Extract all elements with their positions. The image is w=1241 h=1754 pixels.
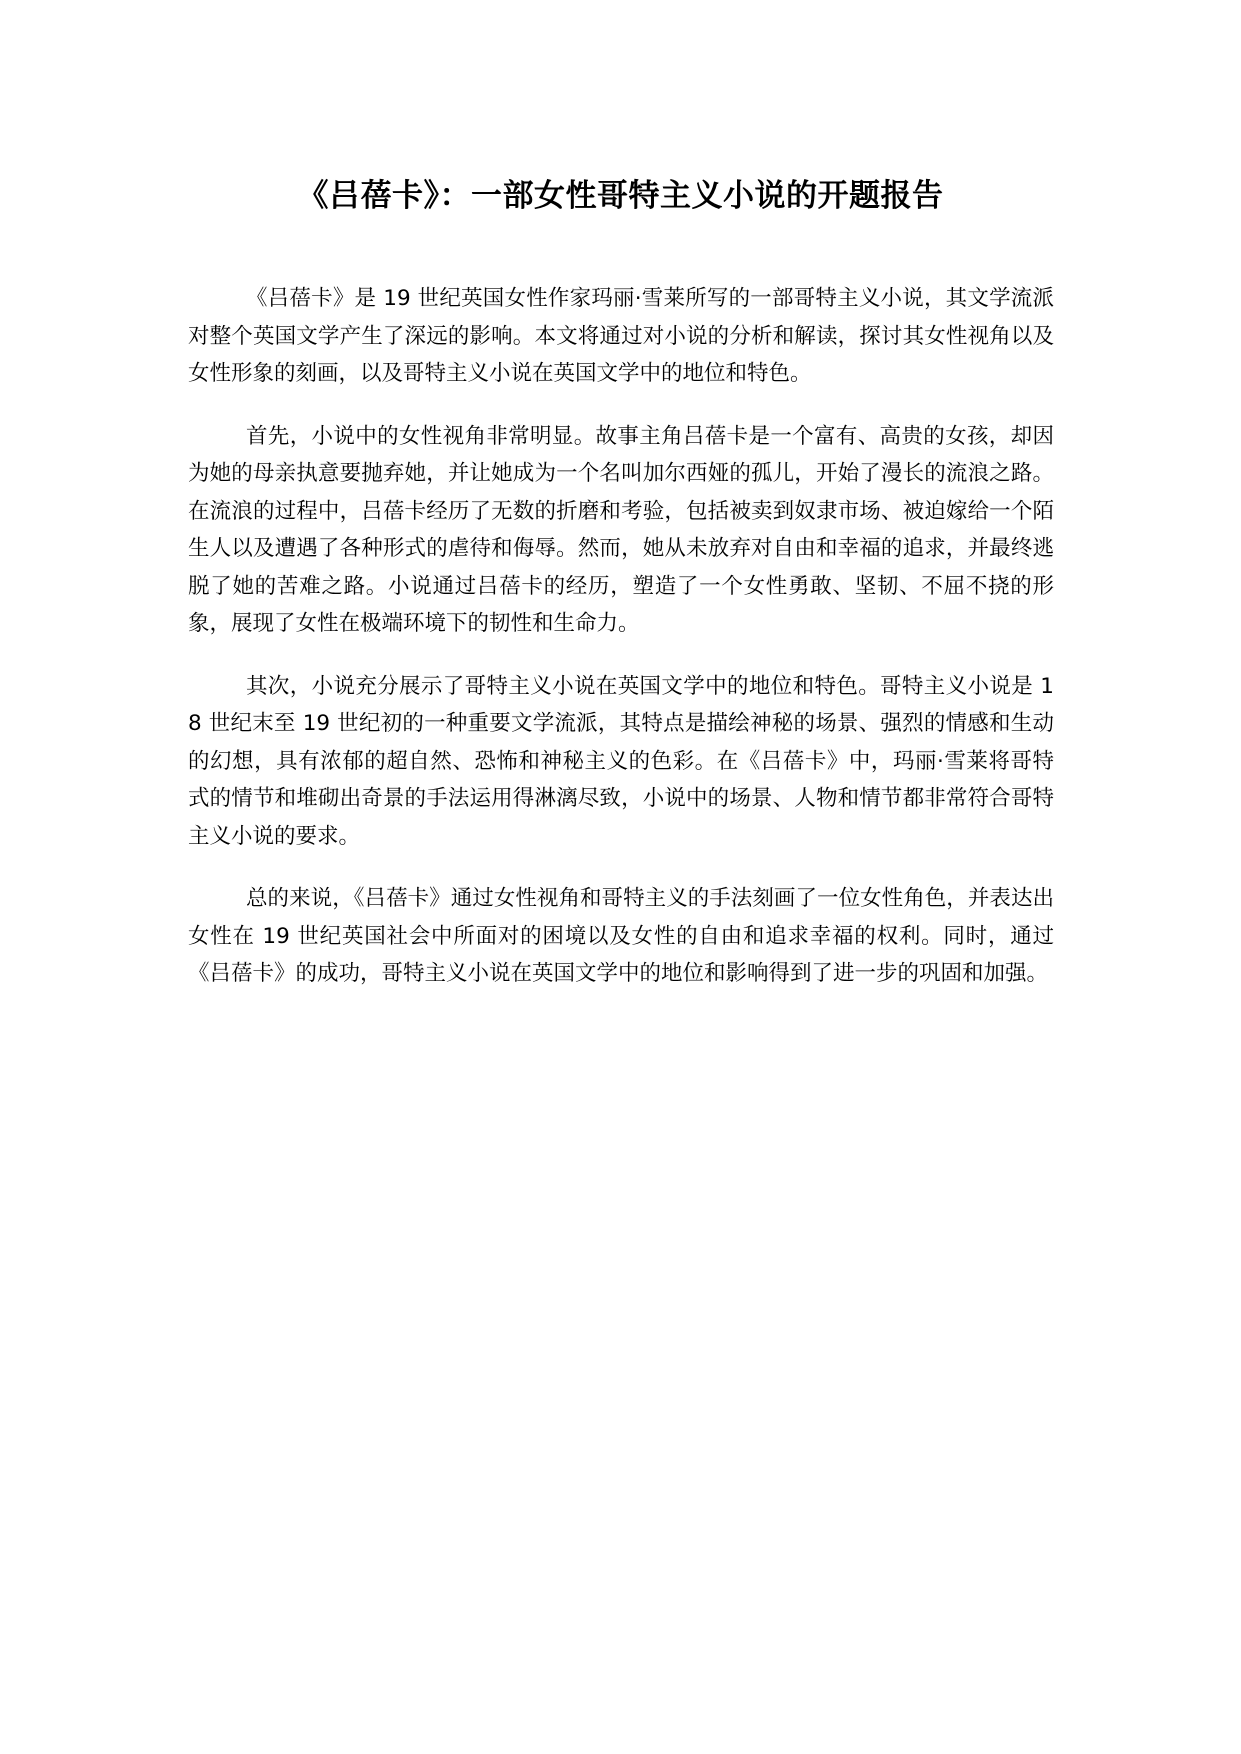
document-title: 《吕蓓卡》：一部女性哥特主义小说的开题报告 (297, 178, 944, 214)
paragraph-gothic-tradition: 其次，小说充分展示了哥特主义小说在英国文学中的地位和特色。哥特主义小说是 18 世纪末至 19 世纪初的一种重要文学流派，其特点是描绘神秘的场景、强烈的情感和生动的幻想，具有浓郁的超自然、恐怖和神秘主义的色彩。在《吕蓓卡》中，玛丽·雪莱将哥特式的情节和堆砌出奇景的手法运用得淋漓尽致，小说中的场景、人物和情节都非常符合哥特主义小说的要求。 (188, 673, 1054, 849)
paragraph-intro: 《吕蓓卡》是 19 世纪英国女性作家玛丽·雪莱所写的一部哥特主义小说，其文学流派对整个英国文学产生了深远的影响。本文将通过对小说的分析和解读，探讨其女性视角以及女性形象的刻画，以及哥特主义小说在英国文学中的地位和特色。 (188, 286, 1054, 386)
paragraph-conclusion: 总的来说，《吕蓓卡》通过女性视角和哥特主义的手法刻画了一位女性角色，并表达出女性在 19 世纪英国社会中所面对的困境以及女性的自由和追求幸福的权利。同时，通过《吕蓓卡》的成功，哥特主义小说在英国文学中的地位和影响得到了进一步的巩固和加强。 (188, 886, 1054, 986)
document-body (188, 280, 1054, 1018)
paragraph-female-perspective: 首先，小说中的女性视角非常明显。故事主角吕蓓卡是一个富有、高贵的女孩，却因为她的母亲执意要抛弃她，并让她成为一个名叫加尔西娅的孤儿，开始了漫长的流浪之路。在流浪的过程中，吕蓓卡经历了无数的折磨和考验，包括被卖到奴隶市场、被迫嫁给一个陌生人以及遭遇了各种形式的虐待和侮辱。然而，她从未放弃对自由和幸福的追求，并最终逃脱了她的苦难之路。小说通过吕蓓卡的经历，塑造了一个女性勇敢、坚韧、不屈不挠的形象，展现了女性在极端环境下的韧性和生命力。 (188, 423, 1054, 636)
